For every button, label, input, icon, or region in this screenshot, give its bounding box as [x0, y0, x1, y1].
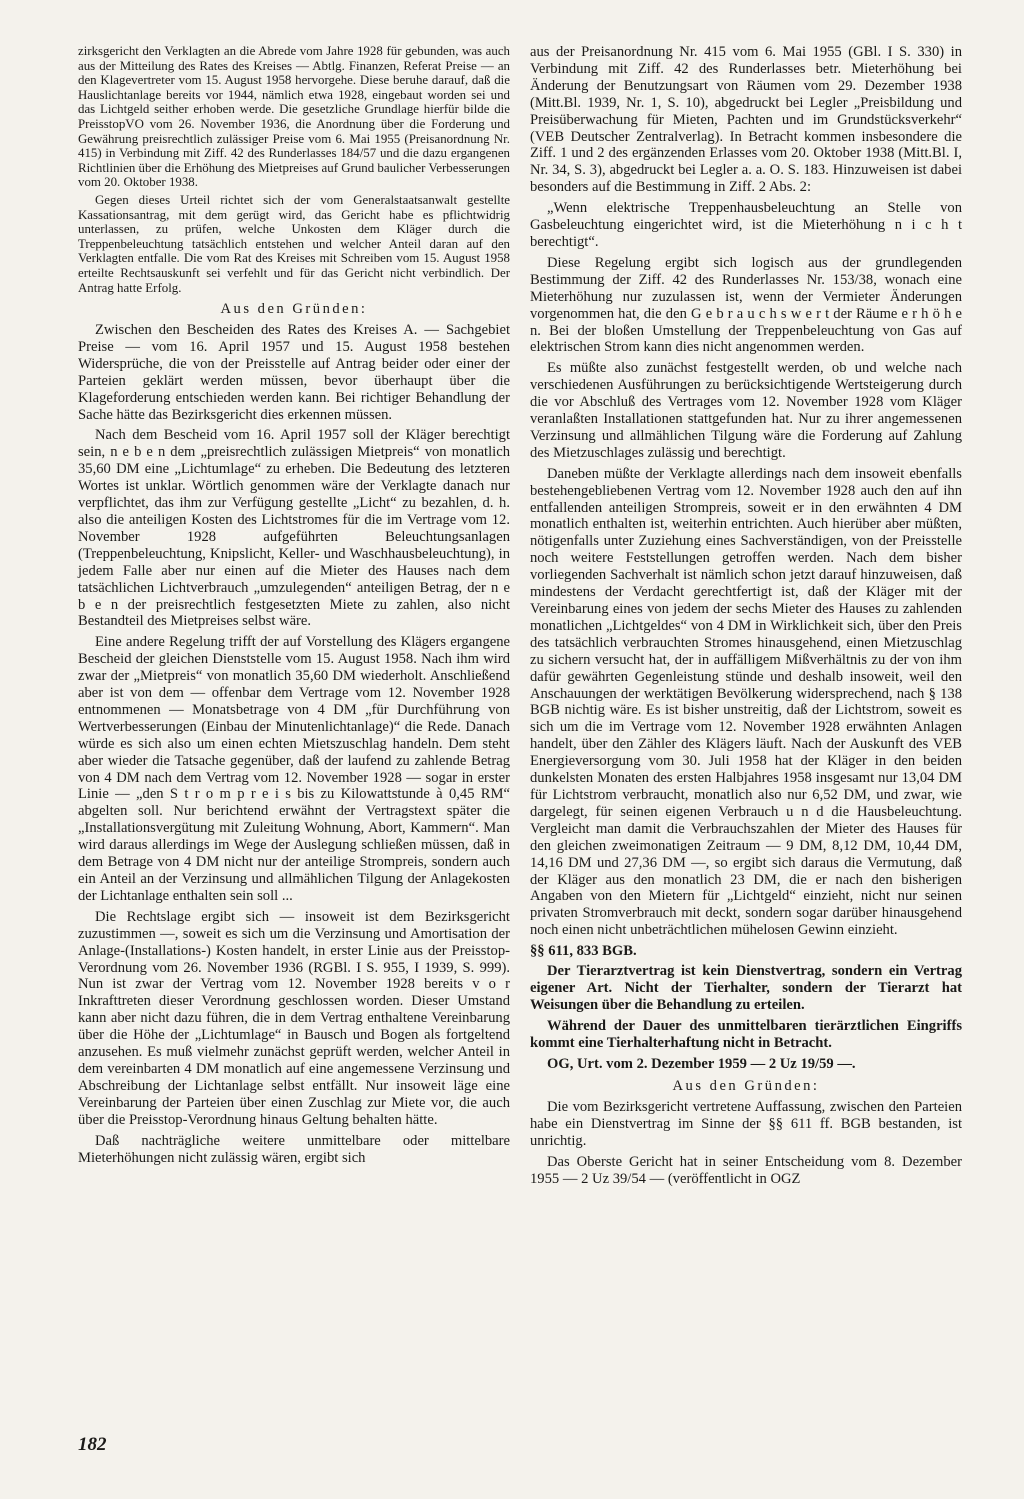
- headnote: Der Tierarztvertrag ist kein Dienstvertrag, sondern ein Vertrag eigener Art. Nicht der Tierhalter, sondern der Tierarzt hat Weisungen über die Behandlung zu erteilen.: [530, 963, 962, 1013]
- body-paragraph: Daneben müßte der Verklagte allerdings nach dem insoweit ebenfalls bestehengebliebenen Vertrag vom 12. November 1928 auch den auf ihn entfallenden anteiligen Strompreis, soweit er in den erwähnten 4 DM monatlich enthalten ist, weiterhin entrichten. Auch hierüber aber müßten, nötigenfalls unter Zuziehung eines Sachverständigen, von der Preisstelle noch weitere Feststellungen getroffen werden. Nach dem bisher vorliegenden Sachverhalt ist nämlich schon jetzt darauf hinzuweisen, daß mindestens der Verdacht gerechtfertigt ist, daß der Kläger mit der Vereinbarung eines von jedem der sechs Mieter des Hauses zu zahlenden monatlichen „Lichtgeldes“ von 4 DM in Wirklichkeit sich, über den Preis des tatsächlich verbrauchten Stromes hinausgehend, einen Mietzuschlag zu sichern versucht hat, der in auffälligem Mißverhältnis zu der von ihm dafür gewährten Gegenleistung stünde und deshalb insoweit, weil den Anschauungen der werktätigen Bevölkerung widersprechend, nach § 138 BGB nichtig wäre. Es ist bisher unstreitig, daß der Lichtstrom, soweit es sich um die im Vertrage vom 12. November 1928 erwähnten Anlagen handelt, über den Zähler des Klägers läuft. Nach der Auskunft des VEB Energieversorgung vom 30. Juli 1958 hat der Kläger in den beiden dunkelsten Monaten des ersten Halbjahres 1958 insgesamt nur 13,04 DM für Lichtstrom verbraucht, monatlich also nur 6,52 DM, und zwar, wie dargelegt, für seinen eigenen Verbrauch u n d die Hausbeleuchtung. Vergleicht man damit die Verbrauchszahlen der Mieter des Hauses für den gleichen zweimonatigen Zeitraum — 9 DM, 8,12 DM, 10,44 DM, 14,16 DM und 27,36 DM —, so ergibt sich daraus die Vermutung, daß der Kläger aus den monatlich 23 DM, die er nach den bisherigen Angaben von den Mietern für „Lichtgeld“ einzieht, nicht nur seinen privaten Stromverbrauch mit deckt, sondern sogar darüber hinausgehend noch einen nicht unbeträchtlichen mühelosen Gewinn einzieht.: [530, 465, 962, 939]
- body-paragraph: Diese Regelung ergibt sich logisch aus der grundlegenden Bestimmung der Ziff. 42 des Runderlasses Nr. 153/38, wonach eine Mieterhöhung nur zuzulassen ist, wenn der Vermieter Änderungen vorgenommen hat, die den G e b r a u c h s w e r t der Räume e r h ö h e n. Bei der bloßen Umstellung der Treppenbeleuchtung von Gas auf elektrischen Strom kann dies nicht angenommen werden.: [530, 254, 962, 356]
- left-column: [78, 44, 510, 1170]
- summary-paragraph: Gegen dieses Urteil richtet sich der vom Generalstaatsanwalt gestellte Kassationsantrag, mit dem gerügt wird, das Gericht habe es pflichtwidrig unterlassen, zu prüfen, welche Unkosten dem Kläger durch die Treppenbeleuchtung tatsächlich entstehen und welcher Anteil daran auf den Verklagten entfalle. Die vom Rat des Kreises mit Schreiben vom 15. August 1958 erteilte Rechtsauskunft sei verfehlt und für das Gericht nicht verbindlich. Der Antrag hatte Erfolg.: [78, 192, 510, 295]
- body-paragraph: Es müßte also zunächst festgestellt werden, ob und welche nach verschiedenen Ausführungen zu berücksichtigende Wertsteigerung durch die vor Abschluß des Vertrages vom 12. November 1928 vom Kläger veranlaßten Installationen stattgefunden hat. Nur zu ihrer angemessenen Verzinsung und allmählichen Tilgung wäre die Forderung auf Zahlung des Mietzuschlages zulässig und berechtigt.: [530, 360, 962, 461]
- body-paragraph: Eine andere Regelung trifft der auf Vorstellung des Klägers ergangene Bescheid der gleichen Dienststelle vom 15. August 1958. Nach ihm wird zwar der „Mietpreis“ von monatlich 35,60 DM wiederholt. Anschließend aber ist von dem — offenbar dem Vertrage vom 12. November 1928 entnommenen — Monatsbetrage von 4 DM „für Durchführung von Wertverbesserungen (Einbau der Minutenlichtanlage)“ die Rede. Danach würde es sich also um einen echten Mietszuschlag handeln. Dem steht aber wieder die Tatsache gegenüber, daß der laufend zu zahlende Betrag von 4 DM nach dem Vertrag vom 12. November 1928 — sogar in erster Linie — „den S t r o m p r e i s bis zu Kilowattstunde à 0,45 RM“ abgelten soll. Nur berichtend erwähnt der Vertragstext später die „Installationsvergütung mit Zuleitung Wohnung, Abort, Kammern“. Man wird daraus allerdings im Wege der Auslegung schließen müssen, daß in dem Betrage von 4 DM nicht nur der anteilige Strompreis, sondern auch ein Anteil an der Verzinsung und allmählichen Tilgung der Anlagekosten der Lichtanlage enthalten sein soll ...: [78, 634, 510, 904]
- headnote: Während der Dauer des unmittelbaren tierärztlichen Eingriffs kommt eine Tierhalterhaftung nicht in Betracht.: [530, 1017, 962, 1051]
- page-number: 182: [78, 1434, 107, 1455]
- body-paragraph: Zwischen den Bescheiden des Rates des Kreises A. — Sachgebiet Preise — vom 16. April 1957 und 15. August 1958 bestehen Widersprüche, die von der Preisstelle auf Antrag beider oder einer der Parteien geklärt werden müssen, bevor überhaupt über die Klageforderung entschieden werden kann. Bei richtiger Behandlung der Sache hätte das Bezirksgericht dies erkennen müssen.: [78, 322, 510, 423]
- section-heading: Aus den Gründen:: [220, 301, 368, 318]
- section-heading: Aus den Gründen:: [672, 1078, 820, 1095]
- case-summary: [78, 44, 510, 295]
- body-paragraph: Das Oberste Gericht hat in seiner Entscheidung vom 8. Dezember 1955 — 2 Uz 39/54 — (veröffentlicht in OGZ: [530, 1154, 962, 1187]
- summary-paragraph: zirksgericht den Verklagten an die Abrede vom Jahre 1928 für gebunden, was auch aus der Mitteilung des Rates des Kreises — Abtlg. Finanzen, Referat Preise — an den Klagevertreter vom 15. August 1958 hervorgehe. Diese beruhe darauf, daß die Hauslichtanlage bereits vor 1944, nämlich etwa 1928, eingebaut worden sei und das Lichtgeld seither erhoben werde. Die gesetzliche Grundlage hierfür bilde die PreisstopVO vom 26. November 1936, die Anordnung über die Forderung und Gewährung preisrechtlich zulässiger Preise vom 6. Mai 1955 (Preisanordnung Nr. 415) in Verbindung mit Ziff. 42 des Runderlasses 184/57 und die dazu ergangenen Richtlinien über die Erhöhung des Mietpreises auf Grund baulicher Verbesserungen vom 20. Oktober 1938.: [78, 44, 510, 190]
- court-citation: OG, Urt. vom 2. Dezember 1959 — 2 Uz 19/59 —.: [547, 1055, 856, 1072]
- body-paragraph: aus der Preisanordnung Nr. 415 vom 6. Mai 1955 (GBl. I S. 330) in Verbindung mit Ziff. 42 des Runderlasses betr. Mieterhöhung bei Änderung der Benutzungsart von Räumen vom 29. Dezember 1938 (Mitt.Bl. 1939, Nr. 1, S. 10), abgedruckt bei Legler „Preisbildung und Preisüberwachung für Mieten, Pachten und im Grundstücksverkehr“ (VEB Deutscher Zentralverlag). In Betracht kommen insbesondere die Ziff. 1 und 2 des ergänzenden Erlasses vom 20. Oktober 1938 (Mitt.Bl. I, Nr. 34, S. 3), abgedruckt bei Legler a. a. O. S. 183. Hinzuweisen ist dabei besonders auf die Bestimmung in Ziff. 2 Abs. 2:: [530, 44, 962, 196]
- body-paragraph: Die vom Bezirksgericht vertretene Auffassung, zwischen den Parteien habe ein Dienstvertrag im Sinne der §§ 611 ff. BGB bestanden, ist unrichtig.: [530, 1099, 962, 1150]
- body-paragraph: Daß nachträgliche weitere unmittelbare oder mittelbare Mieterhöhungen nicht zulässig wären, ergibt sich: [78, 1132, 510, 1166]
- body-paragraph: Die Rechtslage ergibt sich — insoweit ist dem Bezirksgericht zuzustimmen —, soweit es sich um die Verzinsung und Amortisation der Anlage-(Installations-) Kosten handelt, in erster Linie aus der Preisstop-Verordnung vom 26. November 1936 (RGBl. I S. 955, I 1939, S. 999). Nun ist zwar der Vertrag vom 12. November 1928 bereits v o r Inkrafttreten dieser Verordnung geschlossen worden. Dieser Umstand kann aber nicht dazu führen, die in dem Vertrag enthaltene Vereinbarung über die Höhe der „Lichtumlage“ in Bausch und Bogen als fortgeltend anzusehen. Es muß vielmehr zunächst geprüft werden, welcher Anteil in dem vereinbarten 4 DM monatlich auf eine angemessene Verzinsung und Abschreibung der Lichtanlage selbst entfällt. Nur insoweit läge eine Vereinbarung der Parteien über einen Zuschlag zur Miete vor, die auch über die Preisstop-Verordnung hinaus Geltung behalten hätte.: [78, 908, 510, 1128]
- statute-reference: §§ 611, 833 BGB.: [530, 943, 637, 960]
- right-column: [530, 44, 962, 1192]
- block-quote: „Wenn elektrische Treppenhausbeleuchtung an Stelle von Gasbeleuchtung eingerichtet wird, ist die Mieterhöhung n i c h t berechtigt“.: [530, 200, 962, 250]
- body-paragraph: Nach dem Bescheid vom 16. April 1957 soll der Kläger berechtigt sein, n e b e n dem „preisrechtlich zulässigen Mietpreis“ von monatlich 35,60 DM eine „Lichtumlage“ zu erheben. Die Bedeutung des letzteren Wortes ist unklar. Wörtlich genommen wäre der Verklagte danach nur verpflichtet, das ihm zur Verfügung gestellte „Licht“ zu bezahlen, d. h. also die anteiligen Kosten des Lichtstromes für die im Vertrage vom 12. November 1928 aufgeführten Beleuchtungsanlagen (Treppenbeleuchtung, Knipslicht, Keller- und Waschhausbeleuchtung), in jedem Falle aber nur einen auf die Mieter des Hauses nach dem tatsächlichen Lichtverbrauch „umzulegenden“ anteiligen Betrag, der n e b e n der preisrechtlich festgesetzten Miete zu zahlen, also nicht Bestandteil des Mietpreises selbst wäre.: [78, 427, 510, 630]
